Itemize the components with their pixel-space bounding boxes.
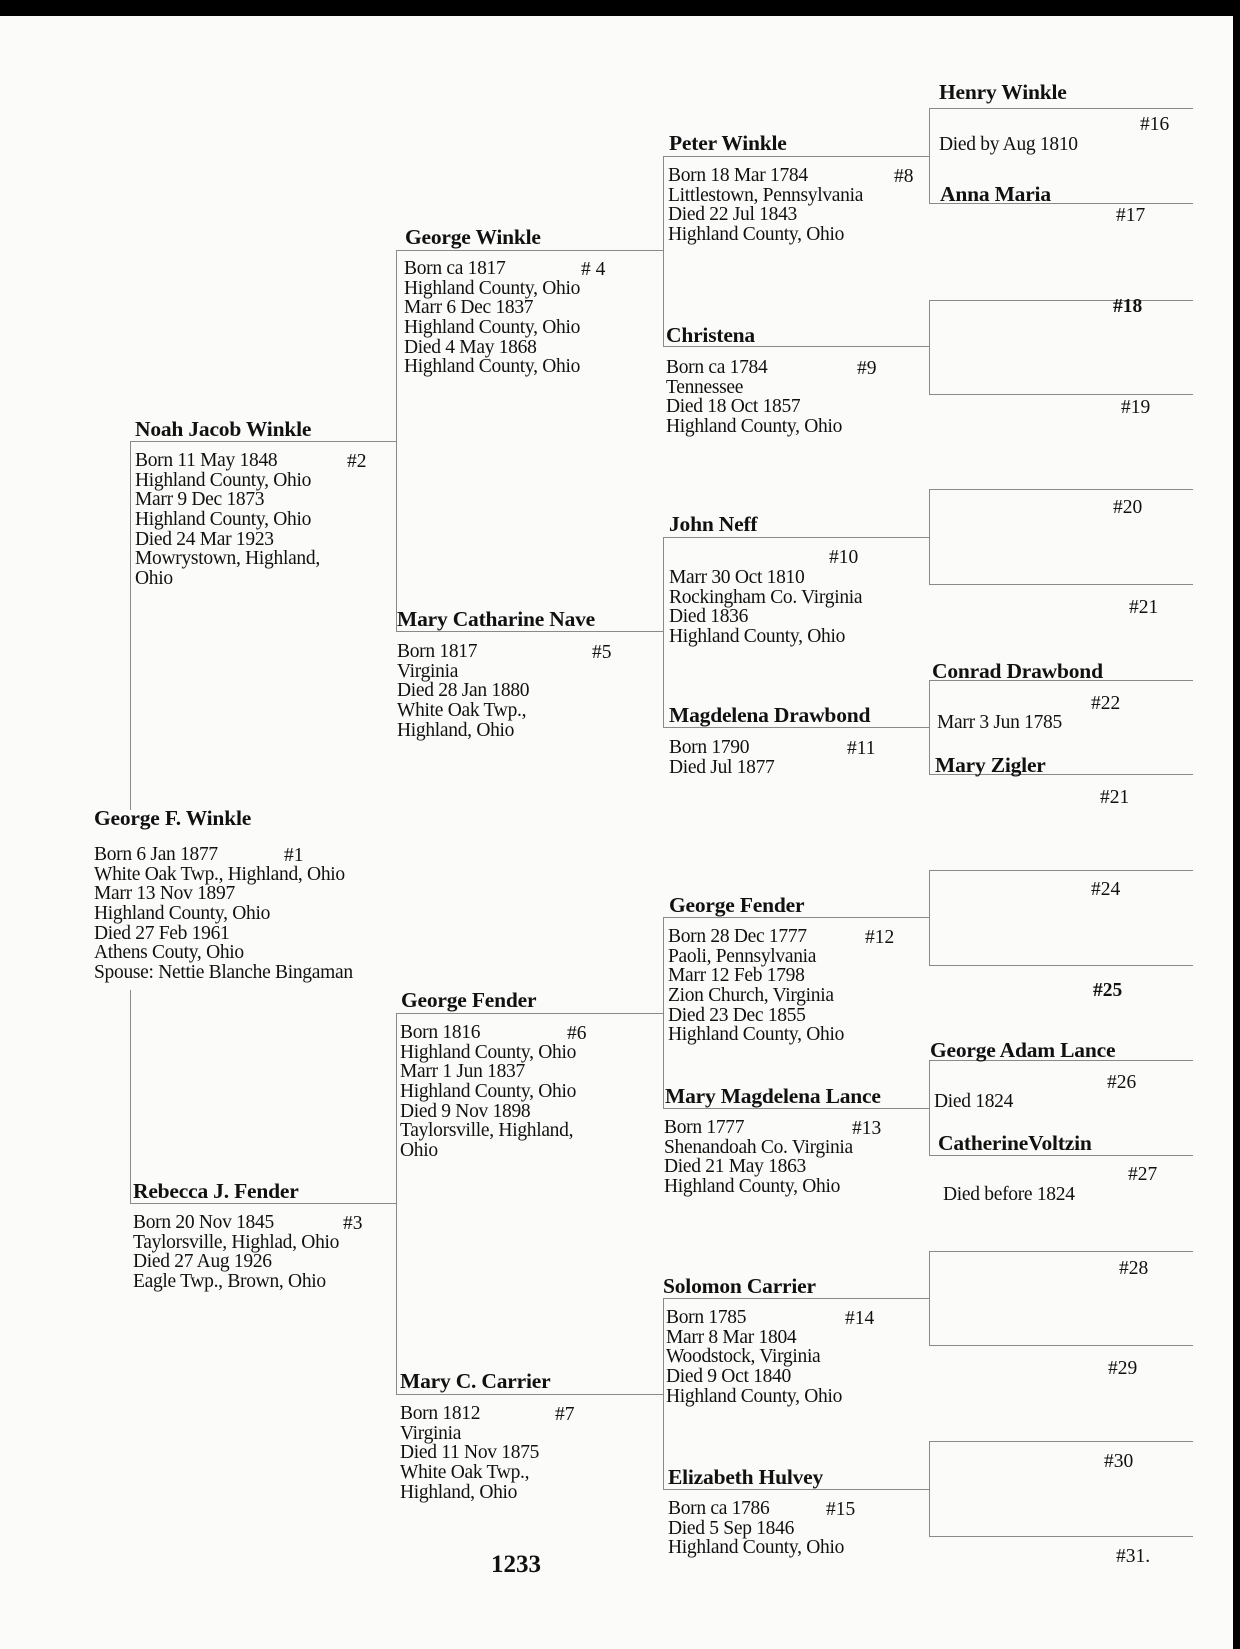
person-number-7: #7 — [555, 1404, 575, 1425]
person-number-26: #26 — [1107, 1072, 1137, 1093]
detail-line: Died 11 Nov 1875 — [400, 1442, 540, 1464]
person-number-10: #10 — [829, 547, 859, 568]
detail-line: Highland County, Ohio — [668, 1537, 845, 1559]
connector-line — [396, 250, 663, 251]
detail-line: Rockingham Co. Virginia — [669, 586, 863, 608]
detail-line: White Oak Twp., — [400, 1462, 530, 1484]
detail-line: Marr 1 Jun 1837 — [400, 1061, 525, 1083]
person-details-7 — [400, 1404, 539, 1502]
connector-line — [929, 394, 1193, 395]
connector-line — [130, 1203, 396, 1204]
detail-line: Died 24 Mar 1923 — [135, 528, 274, 550]
person-number-14: #14 — [845, 1308, 875, 1329]
person-number-31: #31. — [1116, 1546, 1151, 1567]
detail-line: Marr 12 Feb 1798 — [668, 965, 805, 987]
person-details-9 — [666, 358, 842, 437]
detail-line: Virginia — [397, 660, 459, 682]
detail-line: Highland County, Ohio — [404, 317, 581, 339]
detail-line: Born 1790 — [669, 737, 750, 758]
detail-line: Spouse: Nettie Blanche Bingaman — [94, 962, 353, 984]
connector-line — [663, 537, 664, 727]
connector-line — [663, 537, 929, 538]
connector-line — [396, 1394, 663, 1395]
person-number-2: #2 — [347, 451, 367, 472]
person-number-17: #17 — [1116, 205, 1146, 226]
person-number-9: #9 — [857, 358, 877, 379]
connector-line — [929, 300, 930, 394]
person-number-29: #29 — [1108, 1358, 1138, 1379]
detail-line: Born 1817 — [397, 641, 478, 662]
person-number-30: #30 — [1104, 1451, 1134, 1472]
connector-line — [929, 680, 930, 774]
detail-line: Born ca 1784 — [666, 357, 768, 378]
detail-line: Tennessee — [666, 376, 744, 398]
person-number-19: #19 — [1121, 397, 1151, 418]
detail-line: Highland County, Ohio — [668, 1024, 845, 1046]
connector-line — [929, 1536, 1193, 1537]
detail-line: Highland County, Ohio — [404, 277, 581, 299]
detail-line: Virginia — [400, 1422, 462, 1444]
person-details-14 — [666, 1308, 842, 1406]
connector-line — [929, 1441, 1193, 1442]
detail-line: Died 4 May 1868 — [404, 336, 537, 358]
detail-line: White Oak Twp., Highland, Ohio — [94, 863, 345, 885]
connector-line — [396, 631, 663, 632]
person-number-3: #3 — [343, 1213, 363, 1234]
detail-line: Died 9 Oct 1840 — [666, 1366, 791, 1388]
person-name-8: Peter Winkle — [669, 131, 787, 155]
connector-line — [663, 156, 664, 346]
person-number-5: #5 — [592, 642, 612, 663]
person-number-6: #6 — [567, 1023, 587, 1044]
connector-line — [929, 584, 1193, 585]
page-number: 1233 — [491, 1551, 541, 1578]
detail-line: Eagle Twp., Brown, Ohio — [133, 1271, 326, 1293]
person-name-12: George Fender — [669, 893, 805, 917]
detail-line: Died 18 Oct 1857 — [666, 396, 801, 418]
detail-line: Highland, Ohio — [397, 719, 515, 741]
person-number-28: #28 — [1119, 1258, 1149, 1279]
detail-line: Littlestown, Pennsylvania — [668, 184, 864, 206]
detail-line: Ohio — [135, 568, 173, 590]
detail-line: Shenandoah Co. Virginia — [664, 1136, 853, 1158]
detail-line: Athens Couty, Ohio — [94, 942, 244, 964]
person-number-25: #25 — [1093, 980, 1123, 1001]
detail-line: Marr 9 Dec 1873 — [135, 489, 265, 511]
person-details-3 — [133, 1213, 339, 1292]
person-number-13: #13 — [852, 1118, 882, 1139]
person-name-17: Anna Maria — [940, 182, 1051, 206]
person-name-26: George Adam Lance — [930, 1038, 1116, 1062]
detail-line: Highland County, Ohio — [404, 356, 581, 378]
connector-line — [663, 1298, 929, 1299]
person-details-11 — [669, 738, 775, 777]
person-name-23: Mary Zigler — [935, 753, 1046, 777]
person-name-4: George Winkle — [405, 225, 541, 249]
person-number-20: #20 — [1113, 497, 1143, 518]
person-name-22: Conrad Drawbond — [932, 659, 1103, 683]
connector-line — [396, 1013, 397, 1394]
person-details-2 — [135, 451, 320, 589]
detail-line: Born 20 Nov 1845 — [133, 1212, 274, 1233]
person-details-5 — [397, 642, 529, 740]
person-details-12 — [668, 927, 844, 1045]
person-name-14: Solomon Carrier — [663, 1274, 816, 1298]
detail-line: Born 18 Mar 1784 — [668, 165, 808, 186]
connector-line — [929, 965, 1193, 966]
detail-line: Born 1777 — [664, 1117, 745, 1138]
detail-line: Highland County, Ohio — [668, 224, 845, 246]
person-details-16: Died by Aug 1810 — [939, 134, 1078, 155]
detail-line: Born 1816 — [400, 1022, 481, 1043]
person-name-9: Christena — [666, 323, 755, 347]
person-number-15: #15 — [826, 1499, 856, 1520]
detail-line: Marr 13 Nov 1897 — [94, 883, 235, 905]
connector-line — [130, 990, 131, 1203]
detail-line: Died 21 May 1863 — [664, 1156, 806, 1178]
person-name-27: CatherineVoltzin — [938, 1131, 1092, 1155]
connector-line — [663, 1108, 929, 1109]
detail-line: Marr 30 Oct 1810 — [669, 567, 805, 588]
person-name-10: John Neff — [669, 512, 758, 536]
person-number-18: #18 — [1113, 296, 1143, 317]
connector-line — [929, 489, 1193, 490]
detail-line: Born 1812 — [400, 1403, 481, 1424]
detail-line: Born ca 1786 — [668, 1498, 770, 1519]
detail-line: Highland County, Ohio — [400, 1041, 577, 1063]
connector-line — [130, 441, 396, 442]
connector-line — [663, 1298, 664, 1489]
detail-line: Died 1836 — [669, 606, 749, 628]
person-details-1 — [94, 845, 353, 983]
connector-line — [929, 870, 930, 965]
connector-line — [929, 108, 1193, 109]
person-name-16: Henry Winkle — [939, 80, 1067, 104]
detail-line: Woodstock, Virginia — [666, 1346, 821, 1368]
detail-line: Highland County, Ohio — [400, 1081, 577, 1103]
detail-line: Highland County, Ohio — [666, 1385, 843, 1407]
detail-line: Taylorsville, Highland, — [400, 1120, 574, 1142]
person-name-15: Elizabeth Hulvey — [668, 1465, 824, 1489]
person-details-4 — [404, 259, 580, 377]
detail-line: Marr 6 Dec 1837 — [404, 297, 534, 319]
person-number-21: #21 — [1129, 597, 1159, 618]
connector-line — [663, 156, 929, 157]
person-number-4: # 4 — [581, 259, 606, 280]
person-name-13: Mary Magdelena Lance — [665, 1084, 881, 1108]
person-name-1: George F. Winkle — [94, 806, 252, 830]
connector-line — [929, 489, 930, 584]
person-details-27: Died before 1824 — [943, 1184, 1075, 1205]
connector-line — [396, 1013, 663, 1014]
person-name-7: Mary C. Carrier — [400, 1369, 551, 1393]
detail-line: Died 27 Aug 1926 — [133, 1251, 272, 1273]
connector-line — [663, 727, 929, 728]
connector-line — [929, 870, 1193, 871]
person-details-15 — [668, 1499, 844, 1558]
detail-line: Paoli, Pennsylvania — [668, 945, 817, 967]
detail-line: Died 23 Dec 1855 — [668, 1004, 806, 1026]
detail-line: Died 22 Jul 1843 — [668, 204, 797, 226]
person-number-1: #1 — [284, 845, 304, 866]
person-details-26: Died 1824 — [934, 1091, 1014, 1112]
person-details-13 — [664, 1118, 853, 1197]
connector-line — [663, 917, 929, 918]
person-number-8: #8 — [894, 166, 914, 187]
person-details-10 — [669, 568, 862, 647]
detail-line: Born 28 Dec 1777 — [668, 926, 807, 947]
connector-line — [929, 1345, 1193, 1346]
person-number-22: #22 — [1091, 693, 1121, 714]
connector-line — [929, 108, 930, 203]
connector-line — [663, 1489, 929, 1490]
detail-line: Born 1785 — [666, 1307, 747, 1328]
detail-line: Highland, Ohio — [400, 1481, 518, 1503]
connector-line — [929, 1441, 930, 1536]
connector-line — [929, 1251, 1193, 1252]
connector-line — [929, 300, 1193, 301]
connector-line — [929, 1060, 930, 1155]
connector-line — [130, 441, 131, 810]
person-details-6 — [400, 1023, 576, 1161]
detail-line: Highland County, Ohio — [135, 509, 312, 531]
detail-line: Died Jul 1877 — [669, 756, 775, 778]
person-number-12: #12 — [865, 927, 895, 948]
detail-line: Highland County, Ohio — [666, 416, 843, 438]
person-name-11: Magdelena Drawbond — [669, 703, 871, 727]
connector-line — [929, 1251, 930, 1345]
detail-line: Taylorsville, Highlad, Ohio — [133, 1231, 340, 1253]
detail-line: Born 11 May 1848 — [135, 450, 278, 471]
connector-line — [396, 250, 397, 631]
person-number-23: #21 — [1100, 787, 1130, 808]
detail-line: Highland County, Ohio — [94, 903, 271, 925]
detail-line: Highland County, Ohio — [669, 626, 846, 648]
detail-line: Died 27 Feb 1961 — [94, 922, 230, 944]
detail-line: Died 9 Nov 1898 — [400, 1100, 531, 1122]
connector-line — [663, 917, 664, 1108]
person-number-16: #16 — [1140, 114, 1170, 135]
detail-line: Highland County, Ohio — [135, 469, 312, 491]
person-number-24: #24 — [1091, 879, 1121, 900]
person-name-2: Noah Jacob Winkle — [135, 417, 312, 441]
detail-line: Ohio — [400, 1140, 438, 1162]
detail-line: Born ca 1817 — [404, 258, 506, 279]
detail-line: White Oak Twp., — [397, 700, 527, 722]
person-details-22: Marr 3 Jun 1785 — [937, 712, 1062, 733]
detail-line: Died 5 Sep 1846 — [668, 1517, 795, 1539]
person-name-5: Mary Catharine Nave — [397, 607, 596, 631]
detail-line: Mowrystown, Highland, — [135, 548, 320, 570]
detail-line: Highland County, Ohio — [664, 1176, 841, 1198]
detail-line: Zion Church, Virginia — [668, 985, 834, 1007]
person-number-11: #11 — [847, 738, 876, 759]
detail-line: Died 28 Jan 1880 — [397, 680, 530, 702]
connector-line — [929, 1155, 1193, 1156]
person-name-3: Rebecca J. Fender — [133, 1179, 299, 1203]
scan-border-right — [1233, 0, 1240, 1649]
detail-line: Born 6 Jan 1877 — [94, 844, 218, 865]
person-number-27: #27 — [1128, 1164, 1158, 1185]
person-name-6: George Fender — [401, 988, 537, 1012]
person-details-8 — [668, 166, 863, 245]
scan-border-top — [0, 0, 1240, 16]
detail-line: Marr 8 Mar 1804 — [666, 1326, 797, 1348]
